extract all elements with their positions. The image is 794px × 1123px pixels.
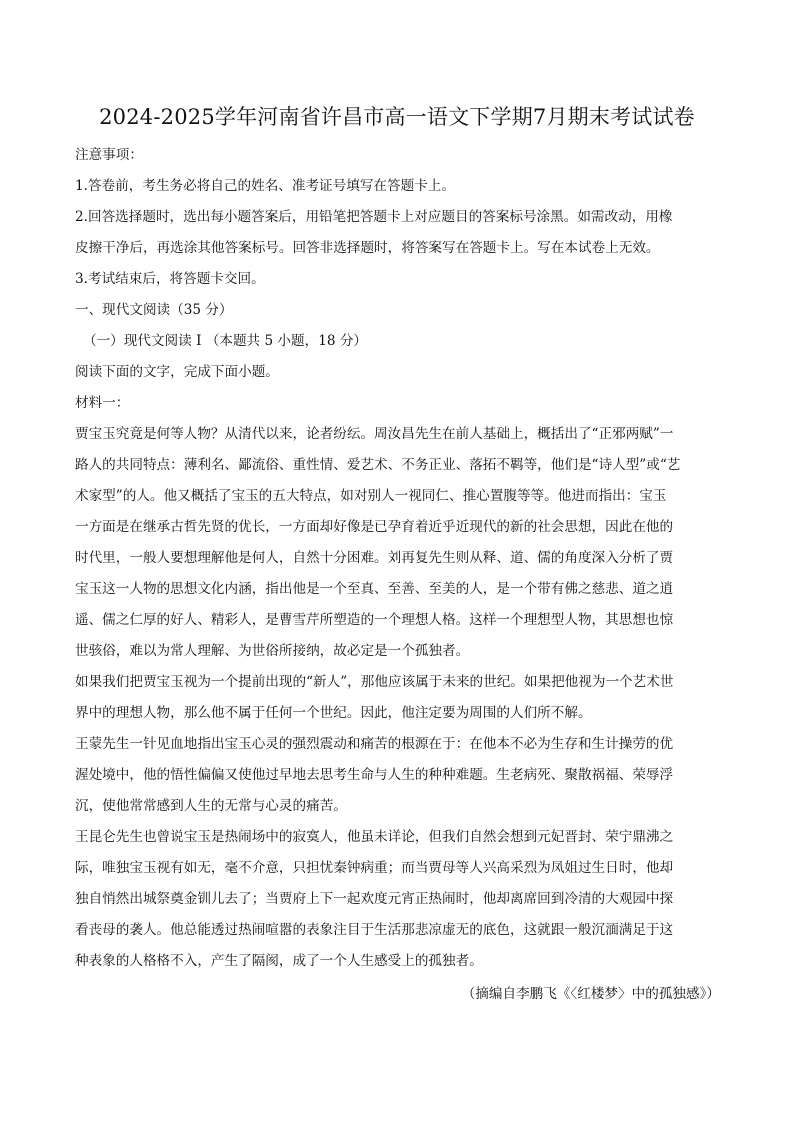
page-title: 2024-2025学年河南省许昌市高一语文下学期7月期末考试试卷 bbox=[99, 105, 695, 129]
passage-line: 界中的理想人物，那么他不属于任何一个世纪。因此，他注定要为周围的人们所不解。 bbox=[75, 705, 592, 721]
document-body bbox=[75, 140, 720, 1010]
passage-line: 王昆仑先生也曾说宝玉是热闹场中的寂寞人，他虽未详论，但我们自然会想到元妃晋封、荣宁鼎沸之 bbox=[75, 829, 674, 845]
notice-item: 3.考试结束后，将答题卡交回。 bbox=[75, 271, 265, 287]
passage-source: （摘编自李鹏飞《〈红楼梦〉中的孤独感》） bbox=[461, 986, 720, 1002]
passage-line: 种表象的人格格不入，产生了隔阂，成了一个人生感受上的孤独者。 bbox=[75, 953, 483, 969]
passage-line: 渥处境中，他的悟性偏偏又使他过早地去思考生命与人生的种种难题。生老病死、聚散祸福、荣辱浮 bbox=[75, 767, 674, 783]
notice-item: 皮擦干净后，再选涂其他答案标号。回答非选择题时，将答案写在答题卡上。写在本试卷上无效。 bbox=[75, 240, 660, 256]
passage-line: 看丧母的袭人。他总能透过热闹喧嚣的表象注目于生活那悲凉虚无的底色，这就跟一般沉湎满足于这 bbox=[75, 922, 674, 938]
subsection-heading: （一）现代文阅读 I （本题共 5 小题，18 分） bbox=[83, 333, 368, 349]
passage-paragraph bbox=[75, 822, 720, 977]
reading-section bbox=[75, 295, 720, 419]
passage-line: 世骇俗，难以为常人理解、为世俗所接纳，故必定是一个孤独者。 bbox=[75, 643, 470, 659]
passage-paragraph bbox=[75, 667, 720, 729]
passage bbox=[75, 419, 720, 1010]
passage-line: 遥、儒之仁厚的好人、精彩人，是曹雪芹所塑造的一个理想人格。这样一个理想型人物，其思想也惊 bbox=[75, 612, 674, 628]
passage-line: 路人的共同特点：薄利名、鄙流俗、重性情、爱艺术、不务正业、落拓不羁等，他们是“诗人型”或“艺 bbox=[75, 457, 681, 473]
passage-paragraph bbox=[75, 729, 720, 822]
passage-line: 术家型”的人。他又概括了宝玉的五大特点，如对别人一视同仁、推心置腹等等。他进而指出：宝玉 bbox=[75, 488, 667, 504]
notice-section bbox=[75, 140, 720, 295]
passage-line: 一方面是在继承古哲先贤的优长，一方面却好像是已孕育着近乎近现代的新的社会思想，因此在他的 bbox=[75, 519, 674, 535]
passage-line: 宝玉这一人物的思想文化内涵，指出他是一个至真、至善、至美的人，是一个带有佛之慈悲、道之逍 bbox=[75, 581, 674, 597]
notice-heading: 注意事项： bbox=[75, 147, 143, 163]
material-label: 材料一： bbox=[75, 395, 130, 411]
section-heading: 一、现代文阅读（35 分） bbox=[75, 302, 233, 318]
passage-line: 如果我们把贾宝玉视为一个提前出现的“新人”，那他应该属于未来的世纪。如果把他视为一个艺术世 bbox=[75, 674, 674, 690]
notice-item: 1.答卷前，考生务必将自己的姓名、准考证号填写在答题卡上。 bbox=[75, 178, 455, 194]
notice-item: 2.回答选择题时，选出每小题答案后，用铅笔把答题卡上对应题目的答案标号涂黑。如需改动，用橡 bbox=[75, 209, 673, 225]
passage-line: 王蒙先生一针见血地指出宝玉心灵的强烈震动和痛苦的根源在于：在他本不必为生存和生计操劳的优 bbox=[75, 736, 674, 752]
passage-line: 时代里，一般人要想理解他是何人，自然十分困难。刘再复先生则从释、道、儒的角度深入分析了贾 bbox=[75, 550, 674, 566]
passage-line: 际，唯独宝玉视有如无，毫不介意，只担忧秦钟病重；而当贾母等人兴高采烈为凤姐过生日时，他却 bbox=[75, 860, 674, 876]
passage-line: 贾宝玉究竟是何等人物？从清代以来，论者纷纭。周汝昌先生在前人基础上，概括出了“正邪两赋”一 bbox=[75, 426, 674, 442]
passage-line: 独自悄然出城祭奠金钏儿去了；当贾府上下一起欢度元宵正热闹时，他却离席回到冷清的大观园中探 bbox=[75, 891, 674, 907]
passage-line: 沉，使他常常感到人生的无常与心灵的痛苦。 bbox=[75, 798, 347, 814]
instruction-text: 阅读下面的文字，完成下面小题。 bbox=[75, 364, 279, 380]
passage-paragraph bbox=[75, 419, 720, 667]
